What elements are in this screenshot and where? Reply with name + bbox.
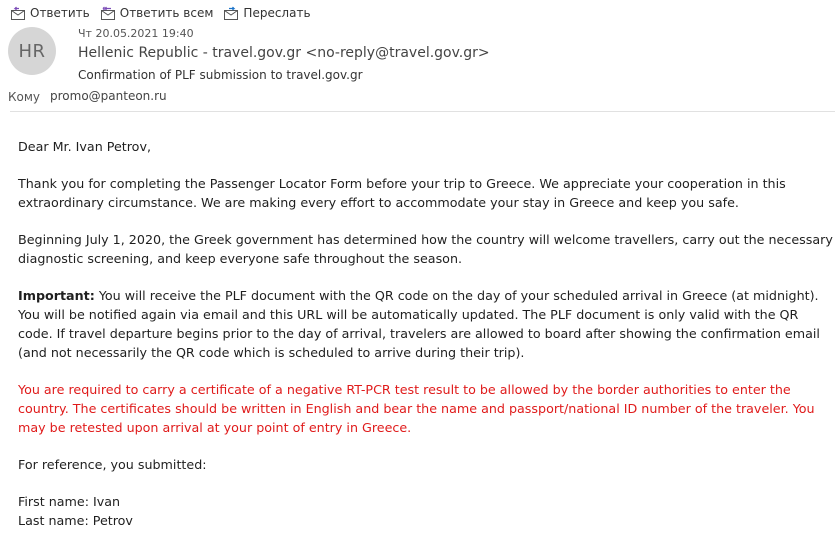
important-text: You will receive the PLF document with the QR code on the day of your scheduled arrival in Greece (at midnight). You will be notified again via email and this URL will be automatically updated. The PLF document is only valid with the QR code. If travel departure begins prior to the day of arrival, travelers are allowed to board after showing the confirmation email (and not necessarily the QR code which is scheduled to arrive during their trip). (18, 288, 820, 360)
paragraph-regulations: Beginning July 1, 2020, the Greek government has determined how the country will welcome travellers, carry out the necessary diagnostic screening, and keep everyone safe throughout the season. (18, 232, 833, 266)
last-name-line: Last name: Petrov (18, 513, 133, 528)
sender-address[interactable]: Hellenic Republic - travel.gov.gr <no-reply@travel.gov.gr> (78, 45, 490, 61)
message-body (18, 137, 836, 530)
reply-all-label: Ответить всем (119, 6, 214, 20)
first-name-line: First name: Ivan (18, 494, 121, 509)
forward-icon (223, 6, 239, 20)
important-label: Important: (18, 288, 95, 303)
warning-paragraph: You are required to carry a certificate of a negative RT-PCR test result to be allowed by the border authorities to enter the country. The certificates should be written in English and bear the name and passport/national ID number of the traveler. You may be retested upon arrival at your point of entry in Greece. (18, 382, 815, 435)
message-toolbar (10, 4, 311, 22)
header-divider (10, 111, 835, 112)
reply-button[interactable] (10, 6, 90, 20)
message-subject: Confirmation of PLF submission to travel.gov.gr (78, 68, 363, 82)
forward-label: Переслать (243, 6, 311, 20)
paragraph-thanks: Thank you for completing the Passenger Locator Form before your trip to Greece. We appreciate your cooperation in this extraordinary circumstance. We are making every effort to accommodate your stay in Greece and keep you safe. (18, 176, 786, 210)
paragraph-important (18, 286, 836, 362)
to-label: Кому (8, 90, 41, 104)
reference-intro: For reference, you submitted: (18, 457, 207, 472)
reply-all-button[interactable] (100, 6, 214, 20)
reply-icon (10, 6, 26, 20)
forward-button[interactable] (223, 6, 310, 20)
sender-avatar: HR (8, 27, 56, 75)
message-date: Чт 20.05.2021 19:40 (78, 27, 194, 40)
greeting: Dear Mr. Ivan Petrov, (18, 139, 151, 154)
reply-label: Ответить (30, 6, 90, 20)
reply-all-icon (100, 6, 116, 20)
recipient-address[interactable]: promo@panteon.ru (50, 89, 167, 103)
